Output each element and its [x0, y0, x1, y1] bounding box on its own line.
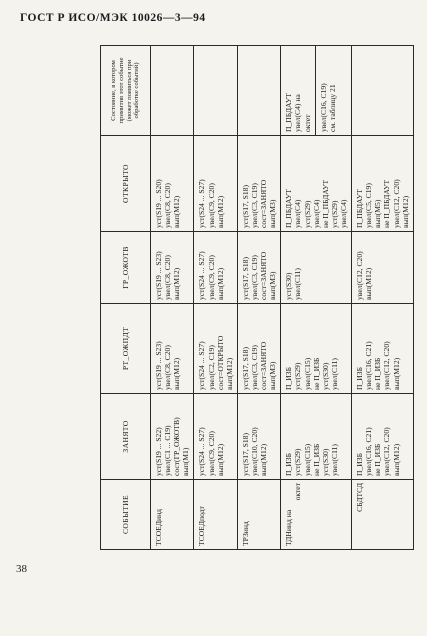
event-name-continuation: СБДТСД [355, 483, 365, 512]
cell-line: вып(М12) [172, 267, 182, 300]
cell-line: увел(С16, С21) [364, 341, 374, 390]
cell-line: не П_ИЗБ [311, 357, 321, 390]
cell-line: увел(С16, С19) [318, 83, 328, 132]
event-state-table [100, 45, 414, 550]
cell-line: не П_ПБДАУТ [320, 179, 330, 228]
cell-line: увел(С12, С20) [391, 179, 401, 228]
state-cell [352, 304, 414, 394]
event-name-continuation: октет [293, 483, 303, 501]
cell-line: уст(S24 ... S27) [197, 341, 207, 390]
cell-line: сост(ГР_ОЖОТВ) [172, 417, 182, 476]
state-cell [194, 394, 237, 480]
cell-line: увел(С9, С20) [206, 431, 216, 476]
cell-line: см. таблицу 21 [327, 84, 337, 132]
table-row [237, 46, 280, 550]
column-header: Состояние, в котором примитив этот событие (может появиться при обработке событий) [101, 46, 151, 136]
resulting-state-cell [237, 46, 280, 136]
cell-line: уст(S30) [320, 362, 330, 390]
cell-line: П_ПБДАУТ [355, 189, 365, 228]
state-cell [281, 304, 352, 394]
running-header: ГОСТ Р ИСО/МЭК 10026—3—94 [20, 12, 206, 24]
cell-line: вып(М3) [268, 271, 278, 300]
resulting-state-cell [194, 46, 237, 136]
cell-line: уст(S24 ... S27) [197, 179, 207, 228]
cell-line: не П_ИЗБ [373, 443, 383, 476]
cell-line: уст(S29) [293, 448, 303, 476]
cell-line: увел(С15) [302, 443, 312, 476]
event-cell [352, 480, 414, 550]
cell-line: увел(С10, С20) [249, 427, 259, 476]
cell-line: увел(С11) [329, 444, 339, 476]
cell-line: вып(М12) [215, 267, 225, 300]
state-cell [237, 394, 280, 480]
event-cell [151, 480, 194, 550]
cell-line: уст(S29) [302, 200, 312, 228]
cell-line: увел(С1 ... С19) [163, 425, 173, 476]
cell-line: увел(С4) [338, 199, 348, 228]
resulting-state-bottom [316, 46, 340, 135]
cell-line: увел(С9, С20) [206, 255, 216, 300]
state-cell [237, 136, 280, 232]
cell-line: уст(S29) [329, 200, 339, 228]
state-cell [151, 304, 194, 394]
cell-line: не П_ИЗБ [311, 443, 321, 476]
resulting-state-cell [281, 46, 352, 136]
cell-line: увел(С16, С21) [364, 427, 374, 476]
table-header-row [101, 46, 151, 550]
cell-line: уст(S30) [284, 272, 294, 300]
cell-line: уст(S30) [320, 448, 330, 476]
cell-line: увел(С11) [329, 358, 339, 390]
state-cell [194, 232, 237, 304]
cell-line: увел(С5, С19) [364, 183, 374, 228]
page-number: 38 [16, 563, 27, 575]
cell-line: сост=ЗАНЯТО [259, 179, 269, 228]
cell-line: вып(М12) [364, 267, 374, 300]
cell-line: октет [302, 114, 312, 132]
state-cell [194, 136, 237, 232]
cell-line: сост=ЗАНЯТО [259, 251, 269, 300]
column-header: ГР_ОЖОТВ [101, 232, 151, 304]
cell-line: вып(М12) [391, 443, 401, 476]
state-cell [352, 136, 414, 232]
cell-line: увел(С15) [302, 357, 312, 390]
table-row [352, 46, 414, 550]
state-cell [352, 394, 414, 480]
cell-line: П_ИЗБ [284, 367, 294, 390]
cell-line: вып(М12) [400, 195, 410, 228]
state-cell [281, 136, 352, 232]
table-row [281, 46, 352, 550]
resulting-state-cell [352, 46, 414, 136]
cell-line: вып(М3) [268, 361, 278, 390]
cell-line: увел(С3, С19) [249, 183, 259, 228]
cell-line: П_ИЗБ [355, 453, 365, 476]
column-header: СОБЫТИЕ [101, 480, 151, 550]
state-cell [151, 136, 194, 232]
state-cell [151, 232, 194, 304]
cell-line: П_ПБДАУТ [284, 93, 294, 132]
cell-line: увел(С12, С20) [355, 251, 365, 300]
cell-line: П_ИЗБ [284, 453, 294, 476]
cell-line: увел(С8, С20) [163, 255, 173, 300]
cell-line: вып(М12) [172, 357, 182, 390]
cell-line: вып(М1) [181, 447, 191, 476]
cell-line: увел(С9, С20) [206, 183, 216, 228]
event-name: ТРЗинд [240, 521, 250, 546]
cell-line: уст(S17, S18) [240, 347, 250, 390]
cell-line: вып(М12) [172, 195, 182, 228]
state-cell [237, 232, 280, 304]
state-cell [352, 232, 414, 304]
column-header: PT_ОЖПДТ [101, 304, 151, 394]
cell-line: увел(С3, С19) [249, 255, 259, 300]
resulting-state-top [281, 46, 315, 135]
cell-line: уст(S24 ... S27) [197, 251, 207, 300]
cell-line: уст(S19 ... S23) [154, 341, 163, 390]
cell-line: уст(S24 ... S27) [197, 427, 207, 476]
cell-line: вып(М5) [373, 199, 383, 228]
event-name: ТСОЕДинд [154, 509, 163, 546]
state-cell [237, 304, 280, 394]
column-header: ЗАНЯТО [101, 394, 151, 480]
event-name: ТСОЕДподт [197, 506, 207, 546]
cell-line: уст(S29) [293, 362, 303, 390]
cell-line: увел(С12, С20) [382, 341, 392, 390]
resulting-state-cell [151, 46, 194, 136]
cell-line: уст(S17, S18) [240, 257, 250, 300]
cell-line: увел(С4) [293, 199, 303, 228]
cell-line: вып(М12) [391, 357, 401, 390]
cell-line: увел(С8, С20) [163, 183, 173, 228]
cell-line: вып(М12) [215, 195, 225, 228]
event-cell [281, 480, 352, 550]
cell-line: увел(С4) [311, 199, 321, 228]
cell-line: вып(М12) [215, 443, 225, 476]
cell-line: уст(S19 ... S22) [154, 427, 163, 476]
event-cell [237, 480, 280, 550]
state-cell [151, 394, 194, 480]
state-cell [194, 304, 237, 394]
cell-line: увел(С8, С20) [163, 345, 173, 390]
cell-line: уст(S19 ... S20) [154, 179, 163, 228]
table-row [151, 46, 194, 550]
cell-line: увел(С11) [293, 268, 303, 300]
cell-line: П_ИЗБ [355, 367, 365, 390]
state-cell [281, 232, 352, 304]
table-row [194, 46, 237, 550]
cell-line: вып(М3) [268, 199, 278, 228]
cell-line: увел(С12, С20) [382, 427, 392, 476]
cell-line: не П_ПБДАУТ [382, 179, 392, 228]
cell-line: П_ПБДАУТ [284, 189, 294, 228]
event-name: ТДНинд на [284, 509, 294, 546]
cell-line: уст(S19 ... S23) [154, 251, 163, 300]
cell-line: уст(S17, S18) [240, 433, 250, 476]
cell-line: не П_ИЗБ [373, 357, 383, 390]
cell-line: увел(С3, С19) [249, 345, 259, 390]
state-cell [281, 394, 352, 480]
event-cell [194, 480, 237, 550]
cell-line: уст(S17, S18) [240, 185, 250, 228]
cell-line: сост=ОТКРЫТО [215, 335, 225, 390]
cell-line: увел(С2, С19) [206, 345, 216, 390]
rotated-table-container [100, 46, 410, 550]
column-header: ОТКРЫТО [101, 136, 151, 232]
cell-line: вып(М12) [259, 443, 269, 476]
cell-line: вып(М12) [224, 357, 234, 390]
cell-line: увел(С4) на [293, 94, 303, 132]
cell-line: сост=ЗАНЯТО [259, 341, 269, 390]
